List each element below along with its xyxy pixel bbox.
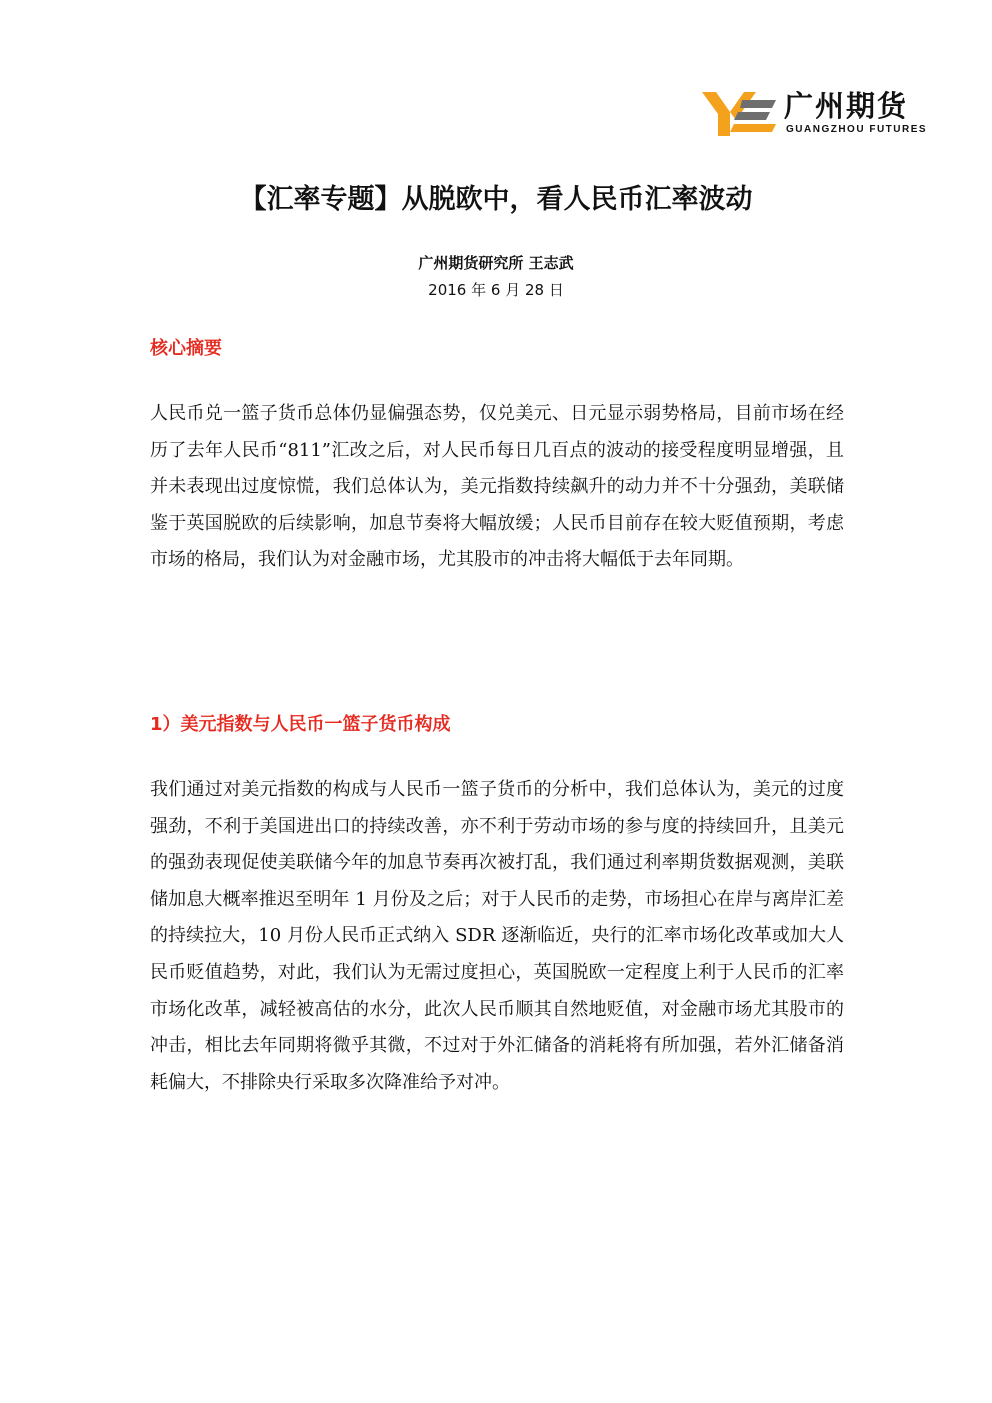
- section-heading-usd-index: 1）美元指数与人民币一篮子货币构成: [150, 714, 451, 735]
- document-title: 【汇率专题】从脱欧中，看人民币汇率波动: [239, 184, 753, 215]
- summary-paragraph: 人民币兑一篮子货币总体仍显偏强态势，仅兑美元、日元显示弱势格局，目前市场在经历了去年人民币“811”汇改之后，对人民币每日几百点的波动的接受程度明显增强，且并未表现出过度惊慌，我们总体认为，美元指数持续飙升的动力并不十分强劲，美联储鉴于英国脱欧的后续影响，加息节奏将大幅放缓；人民币目前存在较大贬值预期，考虑市场的格局，我们认为对金融市场，尤其股市的冲击将大幅低于去年同期。: [150, 403, 844, 571]
- usd-index-paragraph: 我们通过对美元指数的构成与人民币一篮子货币的分析中，我们总体认为，美元的过度强劲，不利于美国进出口的持续改善，亦不利于劳动市场的参与度的持续回升，且美元的强劲表现促使美联储今年的加息节奏再次被打乱，我们通过利率期货数据观测，美联储加息大概率推迟至明年 1 月份及之后；对于人民币的走势，市场担心在岸与离岸汇差的持续拉大，10 月份人民币正式纳入 SDR 逐渐临近，央行的汇率市场化改革或加大人民币贬值趋势，对此，我们认为无需过度担心，英国脱欧一定程度上利于人民币的汇率市场化改革，减轻被高估的水分，此次人民币顺其自然地贬值，对金融市场尤其股市的冲击，相比去年同期将微乎其微，不过对于外汇储备的消耗将有所加强，若外汇储备消耗偏大，不排除央行采取多次降准给予对冲。: [150, 779, 844, 1093]
- logo-chinese-name: 广州期货: [784, 89, 909, 123]
- report-date: 2016 年 6 月 28 日: [428, 281, 564, 299]
- guangzhou-futures-logo-icon: [700, 90, 778, 138]
- logo-english-name: GUANGZHOU FUTURES: [786, 124, 928, 135]
- author-line: 广州期货研究所 王志武: [418, 254, 574, 272]
- company-logo: [700, 88, 928, 140]
- section-heading-summary: 核心摘要: [150, 338, 222, 359]
